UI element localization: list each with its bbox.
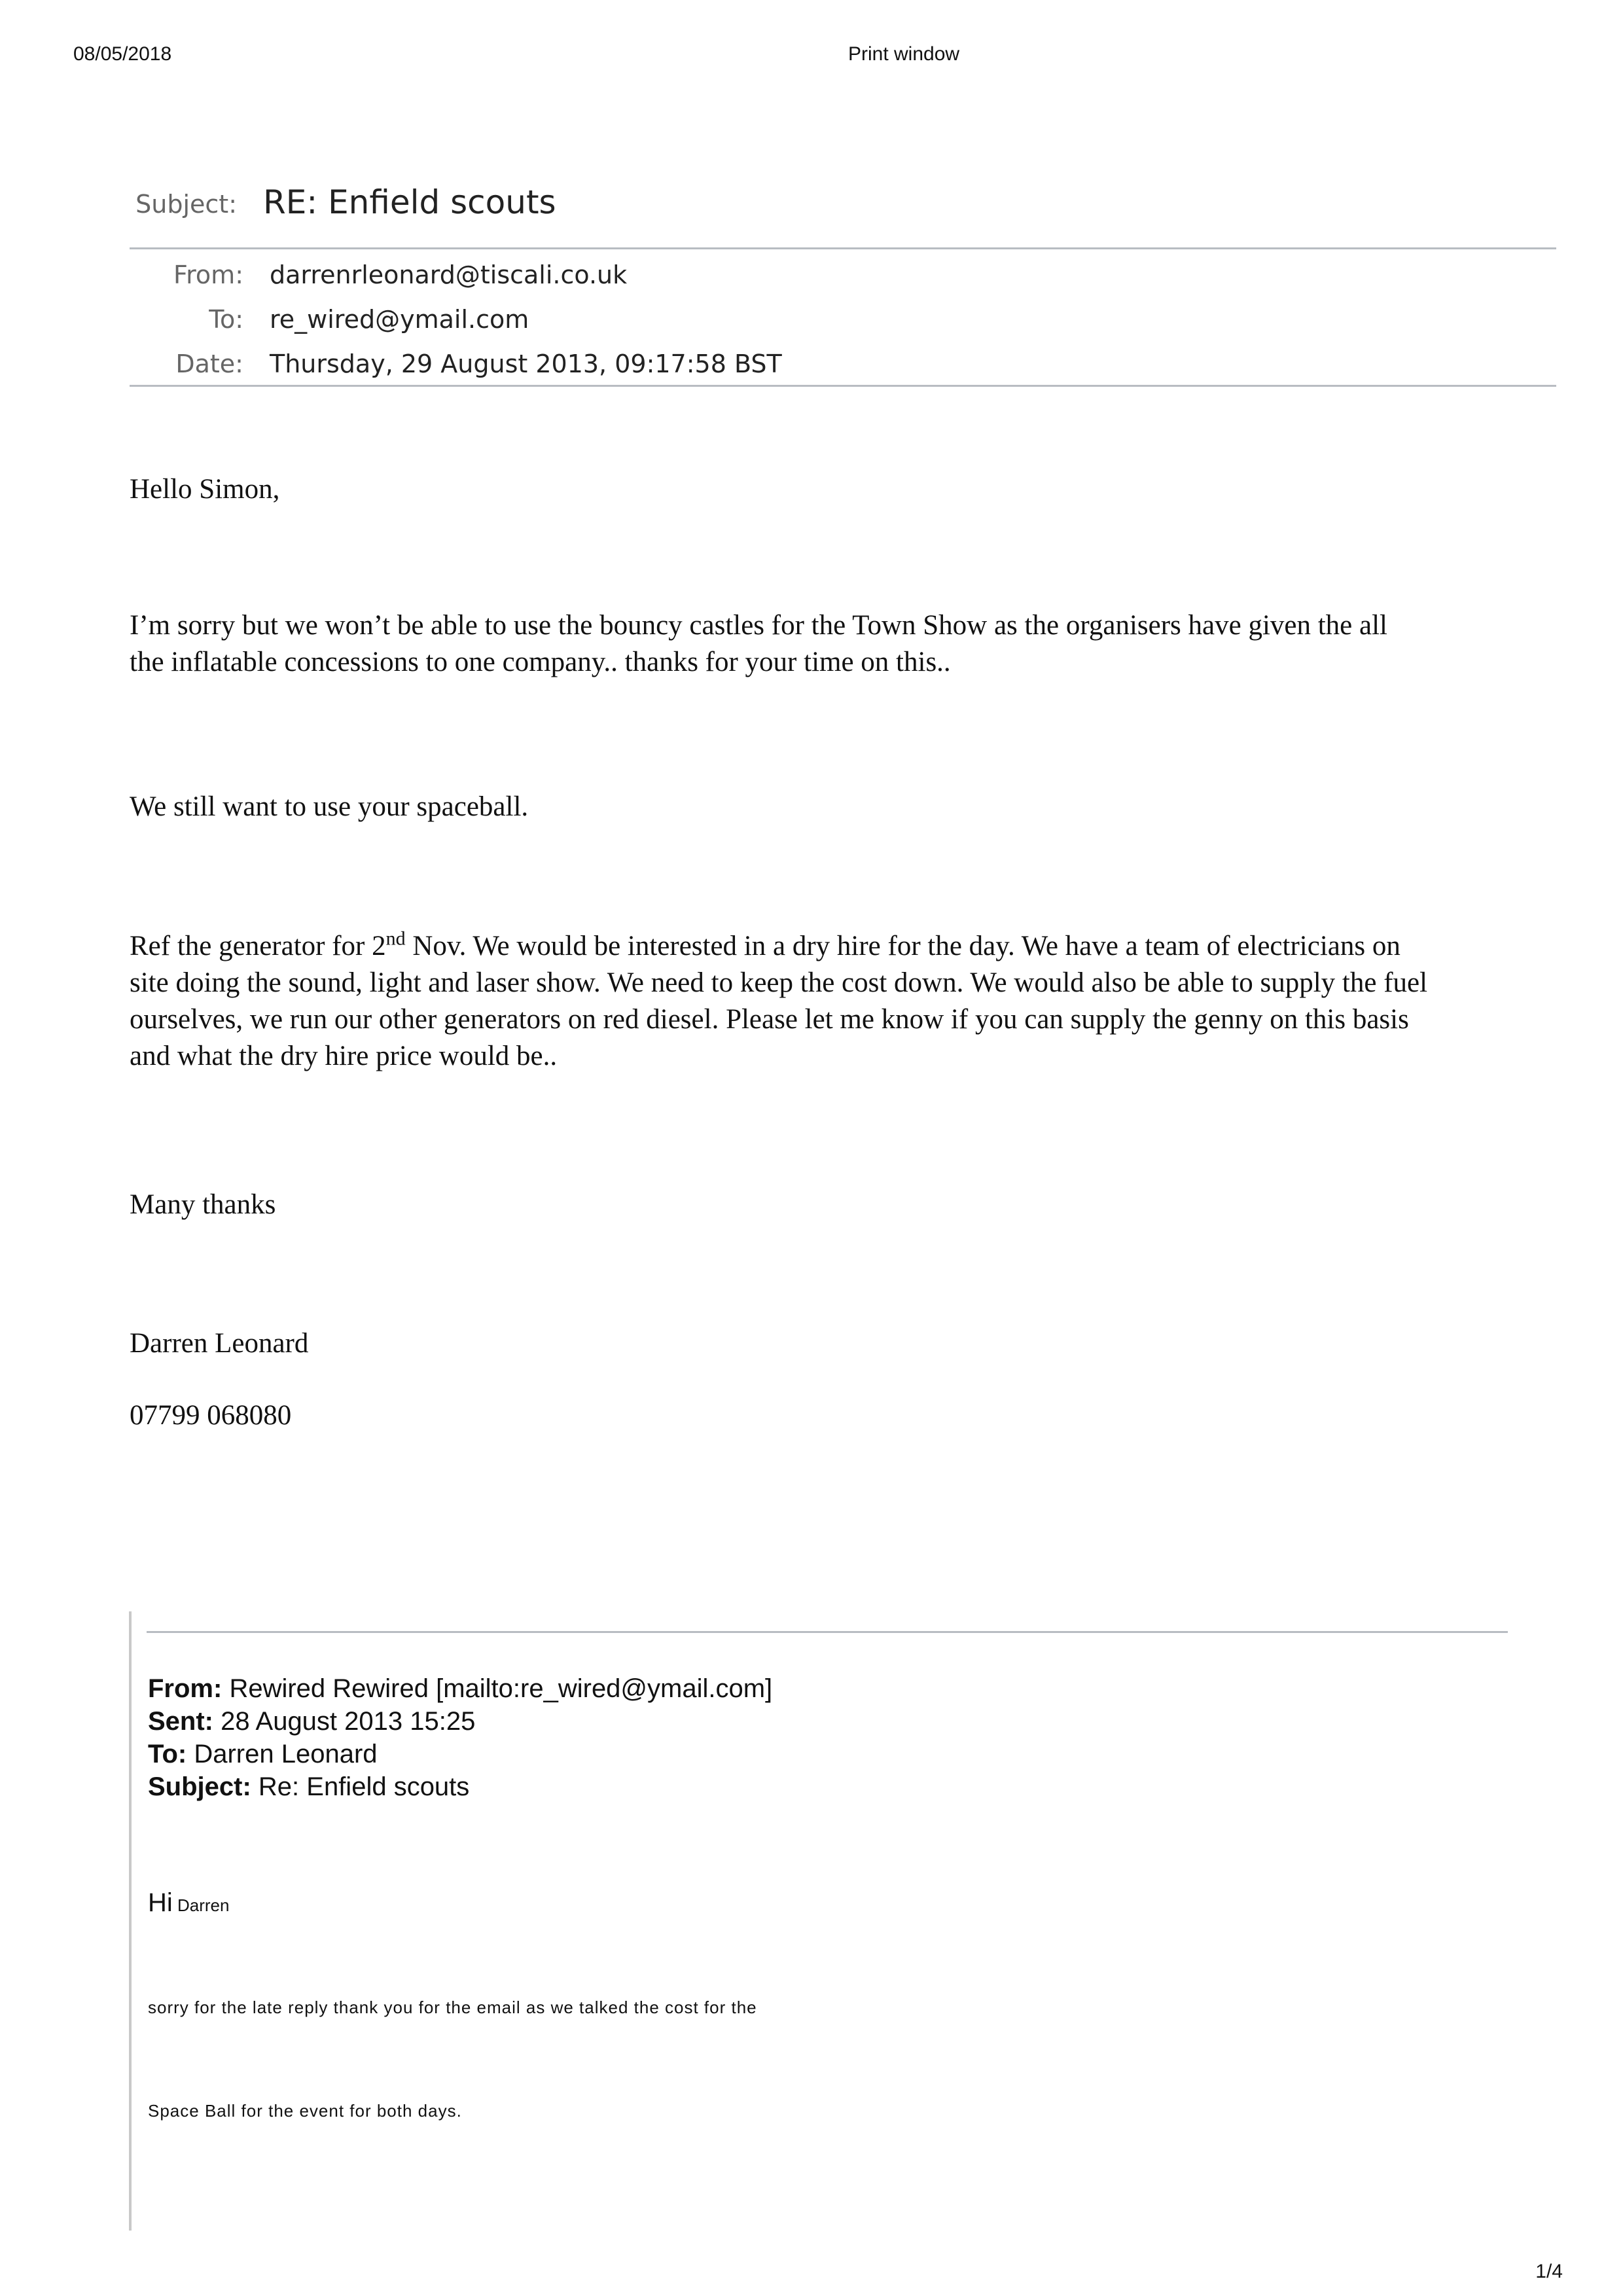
quoted-from-label: From:	[148, 1674, 223, 1703]
paragraph-line: site doing the sound, light and laser show. We need to keep the cost down. We would also be able to supply the fuel	[130, 967, 1428, 998]
paragraph-line: the inflatable concessions to one company.. thanks for your time on this..	[130, 647, 951, 677]
to-label: To:	[209, 305, 243, 334]
email-subject: RE: Enfield scouts	[263, 183, 556, 221]
quoted-subject-value: Re: Enfield scouts	[251, 1772, 470, 1801]
paragraph-generator	[130, 928, 1537, 1075]
signature-name: Darren Leonard	[130, 1328, 309, 1359]
paragraph-bouncy-castles	[130, 607, 1537, 681]
quote-divider	[147, 1631, 1508, 1633]
text-span: Ref the generator for 2	[130, 931, 386, 961]
header-divider-bottom	[130, 385, 1556, 387]
quoted-hi-name: Darren	[172, 1895, 230, 1915]
paragraph-line: I’m sorry but we won’t be able to use the bouncy castles for the Town Show as the organisers have given the all	[130, 610, 1387, 641]
paragraph-line: and what the dry hire price would be..	[130, 1041, 558, 1071]
to-address: re_wired@ymail.com	[270, 305, 529, 334]
quoted-line-2: Space Ball for the event for both days.	[148, 2101, 462, 2121]
quoted-from	[148, 1672, 772, 1705]
page-number: 1/4	[1535, 2261, 1563, 2282]
quoted-greeting	[148, 1888, 229, 1918]
quoted-hi: Hi	[148, 1888, 173, 1917]
signature-phone: 07799 068080	[130, 1400, 292, 1431]
superscript: nd	[385, 927, 406, 950]
greeting: Hello Simon,	[130, 474, 280, 505]
subject-label: Subject:	[135, 190, 237, 219]
date-label: Date:	[175, 350, 243, 378]
quoted-subject	[148, 1770, 469, 1803]
quoted-sent-label: Sent:	[148, 1707, 213, 1736]
quoted-sent-value: 28 August 2013 15:25	[213, 1707, 476, 1736]
paragraph-line: ourselves, we run our other generators on red diesel. Please let me know if you can supply the genny on this basis	[130, 1004, 1409, 1035]
quoted-line-1: sorry for the late reply thank you for the email as we talked the cost for the	[148, 1998, 757, 2017]
closing: Many thanks	[130, 1189, 276, 1220]
quoted-sent	[148, 1705, 475, 1738]
quote-bar	[129, 1611, 132, 2231]
text-span: Nov. We would be interested in a dry hire for the day. We have a team of electricians on	[405, 931, 1400, 961]
quoted-to-label: To:	[148, 1740, 187, 1768]
paragraph-line	[130, 928, 1537, 965]
quoted-to-value: Darren Leonard	[187, 1740, 378, 1768]
paragraph-spaceball: We still want to use your spaceball.	[130, 791, 529, 822]
quoted-to	[148, 1738, 378, 1770]
from-label: From:	[173, 260, 243, 289]
header-divider-top	[130, 247, 1556, 249]
quoted-from-value: Rewired Rewired [mailto:re_wired@ymail.com]	[222, 1674, 773, 1703]
email-date: Thursday, 29 August 2013, 09:17:58 BST	[270, 350, 782, 378]
print-date: 08/05/2018	[73, 43, 172, 65]
from-address: darrenrleonard@tiscali.co.uk	[270, 260, 628, 289]
print-title: Print window	[848, 43, 960, 65]
quoted-subject-label: Subject:	[148, 1772, 251, 1801]
